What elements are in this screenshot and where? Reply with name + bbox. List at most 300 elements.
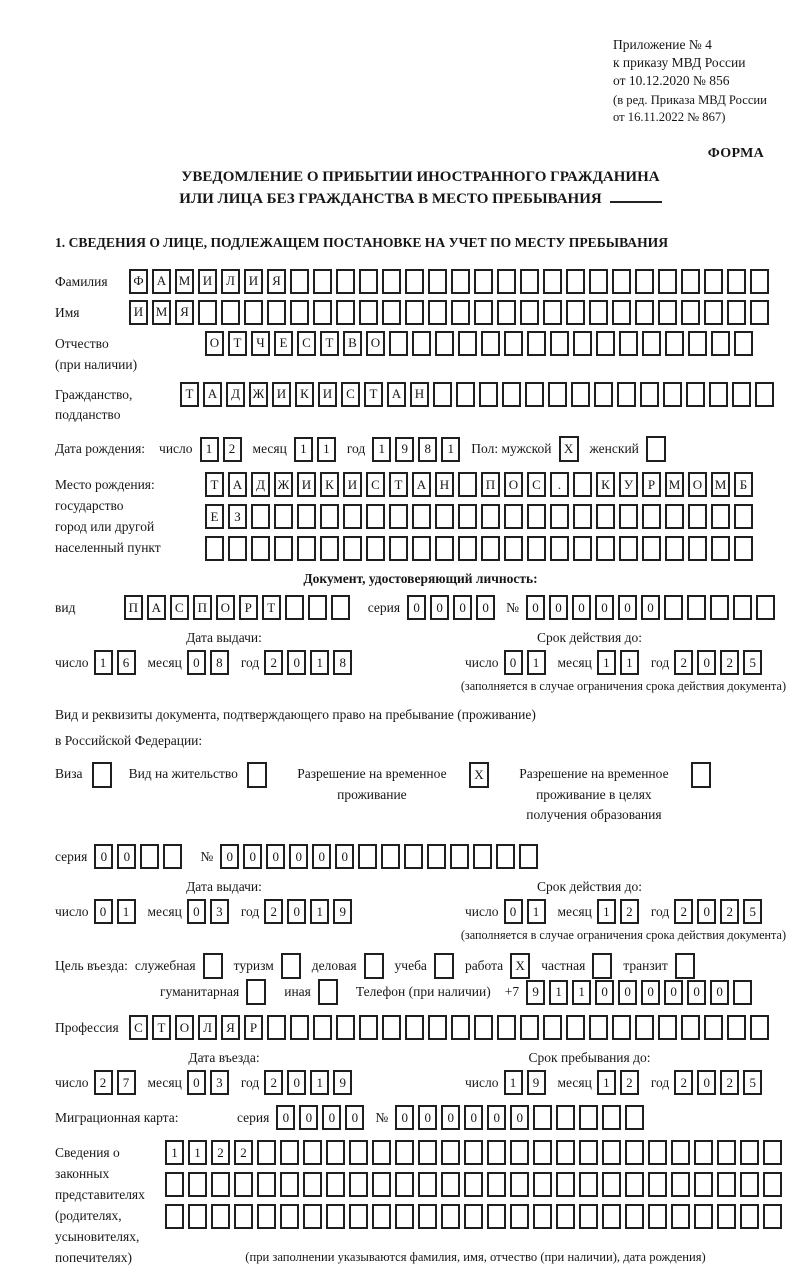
birth-place-cell (251, 504, 270, 529)
visa-checkbox (92, 762, 112, 788)
entry-year-cell: 9 (333, 1070, 352, 1095)
profession-cell (474, 1015, 493, 1040)
form-title (55, 166, 786, 211)
birth-place-cell (642, 504, 661, 529)
res-issue-year-cell: 2 (264, 899, 283, 924)
given-name-cells (129, 300, 773, 325)
representatives-cell (257, 1140, 276, 1165)
purpose-official-label: служебная (134, 958, 196, 974)
residence-doc-options (55, 762, 786, 827)
phone-cell: 0 (618, 980, 637, 1005)
birth-place-cell (366, 504, 385, 529)
valid-day-cells (504, 650, 550, 675)
birth-place-row (55, 472, 786, 561)
citizenship-cell (479, 382, 498, 407)
representatives-cell (510, 1204, 529, 1229)
given-name-cell: М (152, 300, 171, 325)
representatives-cell (671, 1172, 690, 1197)
given-name-cell (520, 300, 539, 325)
citizenship-cell: А (203, 382, 222, 407)
gender-male-checkbox (559, 436, 583, 462)
representatives-cell (763, 1172, 782, 1197)
purpose-work-checkbox (510, 953, 534, 979)
given-name-cell: И (129, 300, 148, 325)
surname-cell (520, 269, 539, 294)
entry-date (55, 1050, 393, 1095)
representatives-cell (188, 1204, 207, 1229)
given-name-cell (681, 300, 700, 325)
stay-year-cell: 5 (743, 1070, 762, 1095)
representatives-cell (510, 1172, 529, 1197)
res-issue-month-cell: 3 (210, 899, 229, 924)
patronymic-cell (665, 331, 684, 356)
birth-place-cell: М (665, 472, 684, 497)
stay-until (393, 1050, 786, 1095)
phone-cell: 1 (572, 980, 591, 1005)
issue-year-cell: 2 (264, 650, 283, 675)
given-name-cell (704, 300, 723, 325)
representatives-label: Сведения о законных представителях (родителях, усыновителях, попечителях) (55, 1145, 145, 1265)
month-label: месяц (147, 903, 182, 919)
birth-place-cell (435, 504, 454, 529)
representatives-cell: 2 (234, 1140, 253, 1165)
surname-cells (129, 269, 773, 294)
representatives-cell (740, 1204, 759, 1229)
representatives-cell (303, 1140, 322, 1165)
representatives-cell (418, 1204, 437, 1229)
doc-kind-cell: О (216, 595, 235, 620)
citizenship-cell (663, 382, 682, 407)
birth-place-cell (251, 536, 270, 561)
migration-number-cell: 0 (441, 1105, 460, 1130)
representatives-cell (441, 1204, 460, 1229)
given-name-cell (267, 300, 286, 325)
profession-cell (428, 1015, 447, 1040)
purpose-business-label: деловая (311, 958, 357, 974)
stay-year-cell: 0 (697, 1070, 716, 1095)
series-label: серия (237, 1109, 270, 1125)
representatives-cell (694, 1204, 713, 1229)
representatives-cell (717, 1204, 736, 1229)
restriction-note: (заполняется в случае ограничения срока действия документа) (460, 928, 786, 943)
day-label: число (159, 441, 193, 457)
profession-cell: Я (221, 1015, 240, 1040)
purpose-work-label: работа (464, 958, 504, 974)
representatives-cells (165, 1140, 786, 1265)
citizenship-cell (594, 382, 613, 407)
birth-place-cell (481, 536, 500, 561)
month-label: месяц (557, 903, 592, 919)
citizenship-cell (548, 382, 567, 407)
migration-series-cell: 0 (345, 1105, 364, 1130)
doc-kind-cell: П (124, 595, 143, 620)
entry-month-cell: 3 (210, 1070, 229, 1095)
given-name-cell (612, 300, 631, 325)
surname-cell: И (244, 269, 263, 294)
representatives-cell (556, 1140, 575, 1165)
profession-cell (313, 1015, 332, 1040)
representatives-row (55, 1140, 786, 1269)
birth-place-cell: О (688, 472, 707, 497)
purpose-study-checkbox (434, 953, 458, 979)
citizenship-cell (686, 382, 705, 407)
stay-year-cells (674, 1070, 766, 1095)
phone-cell: 9 (526, 980, 545, 1005)
birth-place-cell (274, 504, 293, 529)
doc-number-cells (526, 595, 779, 620)
birth-place-cell (343, 536, 362, 561)
birth-place-cell: И (343, 472, 362, 497)
surname-row (55, 269, 786, 294)
residence-doc-issue (55, 879, 393, 943)
birth-place-cell: Ж (274, 472, 293, 497)
citizenship-cell: Т (364, 382, 383, 407)
temporary-residence-education-checkbox (691, 762, 715, 788)
birth-place-cell: М (711, 472, 730, 497)
birth-place-cell: Т (205, 472, 224, 497)
doc-number-cell (687, 595, 706, 620)
res-valid-month-cell: 2 (620, 899, 639, 924)
representatives-cell (165, 1204, 184, 1229)
doc-kind-cell: П (193, 595, 212, 620)
valid-year-cell: 5 (743, 650, 762, 675)
birth-date-row (55, 436, 786, 462)
representatives-cell (556, 1204, 575, 1229)
stay-year-cell: 2 (674, 1070, 693, 1095)
doc-number-cell: 0 (549, 595, 568, 620)
annex-line: от 10.12.2020 № 856 (613, 72, 730, 88)
representatives-cell (464, 1172, 483, 1197)
res-valid-day-cell: 1 (527, 899, 546, 924)
doc-kind-cell (331, 595, 350, 620)
res-issue-day-cells (94, 899, 140, 924)
profession-cell (750, 1015, 769, 1040)
representatives-cell (533, 1140, 552, 1165)
citizenship-cell: С (341, 382, 360, 407)
res-issue-month-cells (187, 899, 233, 924)
birth-place-cell: А (412, 472, 431, 497)
given-name-cell (750, 300, 769, 325)
representatives-cell (694, 1140, 713, 1165)
purpose-study-label: учеба (394, 958, 427, 974)
patronymic-cell (573, 331, 592, 356)
citizenship-cell: А (387, 382, 406, 407)
profession-cell (359, 1015, 378, 1040)
title-blank-line (610, 189, 662, 203)
valid-month-cell: 1 (620, 650, 639, 675)
purpose-transit-label: транзит (623, 958, 668, 974)
birth-place-cell: И (297, 472, 316, 497)
issue-date-heading: Дата выдачи: (186, 879, 262, 895)
representatives-cell (372, 1204, 391, 1229)
entry-year-cell: 0 (287, 1070, 306, 1095)
birth-day-cell: 2 (223, 437, 242, 462)
representatives-cell (533, 1172, 552, 1197)
patronymic-cell (734, 331, 753, 356)
given-name-cell (566, 300, 585, 325)
birth-year-cell: 1 (441, 437, 460, 462)
issue-day-cell: 6 (117, 650, 136, 675)
valid-year-cell: 0 (697, 650, 716, 675)
issue-day-cell: 1 (94, 650, 113, 675)
migration-number-cell: 0 (418, 1105, 437, 1130)
day-label: число (465, 1074, 499, 1090)
doc-series-cell: 0 (453, 595, 472, 620)
annex-reference (613, 36, 786, 126)
doc-kind-cell: С (170, 595, 189, 620)
stay-year-cell: 2 (720, 1070, 739, 1095)
purpose-tourism-checkbox (281, 953, 301, 979)
residence-number-cell: 0 (220, 844, 239, 869)
representatives-cell (234, 1172, 253, 1197)
representatives-cell (740, 1172, 759, 1197)
surname-cell (336, 269, 355, 294)
representatives-cell (280, 1172, 299, 1197)
surname-cell: И (198, 269, 217, 294)
surname-cell: А (152, 269, 171, 294)
representatives-cell (763, 1204, 782, 1229)
residence-number-cell (450, 844, 469, 869)
year-label: год (346, 441, 366, 457)
profession-cell (520, 1015, 539, 1040)
entry-purpose-row (55, 953, 786, 979)
profession-label: Профессия (55, 1020, 119, 1036)
patronymic-cell (550, 331, 569, 356)
option-temporary-residence-education: Разрешение на временное проживание в целях получения образования (506, 762, 715, 827)
birth-day-cell: 1 (200, 437, 219, 462)
migration-series-cell: 0 (299, 1105, 318, 1130)
temporary-residence-education-checkbox (691, 762, 711, 788)
year-label: год (650, 654, 670, 670)
citizenship-cell (433, 382, 452, 407)
issue-date-heading: Дата выдачи: (186, 630, 262, 646)
representatives-cell (395, 1172, 414, 1197)
birth-place-cell (596, 536, 615, 561)
phone-cell: 0 (664, 980, 683, 1005)
representatives-cell: 1 (188, 1140, 207, 1165)
representatives-cell (303, 1204, 322, 1229)
representatives-cell (280, 1204, 299, 1229)
representatives-cell (625, 1204, 644, 1229)
res-issue-year-cells (264, 899, 356, 924)
citizenship-cell (571, 382, 590, 407)
given-name-cell (359, 300, 378, 325)
birth-year-cells (372, 437, 464, 462)
temporary-residence-checkbox (469, 762, 493, 788)
surname-cell (428, 269, 447, 294)
patronymic-cell (481, 331, 500, 356)
entry-stay-dates (55, 1050, 786, 1095)
residence-series-cell (140, 844, 159, 869)
purpose-work-checkbox: X (510, 953, 530, 979)
purpose-humanitarian-checkbox (246, 979, 270, 1005)
given-name-cell (451, 300, 470, 325)
representatives-cell (326, 1204, 345, 1229)
surname-cell (750, 269, 769, 294)
res-valid-year-cells (674, 899, 766, 924)
citizenship-cell (456, 382, 475, 407)
entry-date-heading: Дата въезда: (188, 1050, 260, 1066)
migration-number-cell (625, 1105, 644, 1130)
residence-number-cell (427, 844, 446, 869)
given-name-cell: Я (175, 300, 194, 325)
identity-doc-heading: Документ, удостоверяющий личность: (303, 571, 538, 587)
entry-year-cell: 2 (264, 1070, 283, 1095)
residence-series-cells (94, 844, 186, 869)
patronymic-cells (205, 331, 757, 356)
residence-number-cell (519, 844, 538, 869)
profession-cell (336, 1015, 355, 1040)
phone-cell: 0 (710, 980, 729, 1005)
given-name-row (55, 300, 786, 325)
birth-date-label: Дата рождения: (55, 441, 146, 457)
birth-place-cell (711, 536, 730, 561)
representatives-cell (257, 1172, 276, 1197)
res-valid-day-cell: 0 (504, 899, 523, 924)
restriction-note: (заполняется в случае ограничения срока действия документа) (460, 679, 786, 694)
surname-cell: М (175, 269, 194, 294)
birth-place-cell: З (228, 504, 247, 529)
citizenship-cell: И (272, 382, 291, 407)
entry-year-cells (264, 1070, 356, 1095)
representatives-cell (602, 1172, 621, 1197)
day-label: число (55, 903, 89, 919)
residence-number-cell (404, 844, 423, 869)
profession-row (55, 1015, 786, 1040)
doc-number-cell (710, 595, 729, 620)
given-name-cell (382, 300, 401, 325)
form-word: ФОРМА (707, 145, 764, 161)
issue-month-cell: 8 (210, 650, 229, 675)
purpose-private-checkbox (592, 953, 612, 979)
surname-cell (589, 269, 608, 294)
month-label: месяц (147, 1074, 182, 1090)
patronymic-cell: Т (320, 331, 339, 356)
gender-male-label: Пол: мужской (471, 441, 552, 457)
representatives-cell (257, 1204, 276, 1229)
representatives-cell (395, 1140, 414, 1165)
citizenship-cell (617, 382, 636, 407)
given-name-cell (543, 300, 562, 325)
valid-until-heading: Срок действия до: (537, 630, 642, 646)
year-label: год (650, 1074, 670, 1090)
residence-number-cell (473, 844, 492, 869)
citizenship-cell (755, 382, 774, 407)
patronymic-cell: Е (274, 331, 293, 356)
doc-number-cell: 0 (572, 595, 591, 620)
entry-day-cell: 2 (94, 1070, 113, 1095)
patronymic-cell: В (343, 331, 362, 356)
birth-place-cell: У (619, 472, 638, 497)
surname-cell: Я (267, 269, 286, 294)
birth-place-cell (550, 536, 569, 561)
representatives-cell (188, 1172, 207, 1197)
profession-cell (405, 1015, 424, 1040)
doc-series-cells (407, 595, 499, 620)
patronymic-cell (527, 331, 546, 356)
entry-day-cells (94, 1070, 140, 1095)
purpose-tourism-checkbox (281, 953, 305, 979)
citizenship-cell (502, 382, 521, 407)
identity-doc-row (55, 595, 786, 620)
birth-place-cell (527, 536, 546, 561)
entry-day-cell: 7 (117, 1070, 136, 1095)
issue-year-cell: 0 (287, 650, 306, 675)
given-name-cell (635, 300, 654, 325)
surname-cell: Л (221, 269, 240, 294)
surname-label: Фамилия (55, 273, 108, 289)
representatives-cell (717, 1140, 736, 1165)
birth-place-cell: Н (435, 472, 454, 497)
patronymic-cell (389, 331, 408, 356)
birth-place-cell: С (366, 472, 385, 497)
option-residence-permit: Вид на жительство (129, 762, 271, 788)
migration-number-cells (395, 1105, 648, 1130)
visa-checkbox (92, 762, 116, 788)
purpose-business-checkbox (364, 953, 388, 979)
series-label: серия (55, 848, 88, 864)
citizenship-cell (732, 382, 751, 407)
representatives-cell (671, 1140, 690, 1165)
representatives-cell (602, 1140, 621, 1165)
stay-day-cell: 9 (527, 1070, 546, 1095)
representatives-cell (303, 1172, 322, 1197)
representatives-cell (602, 1204, 621, 1229)
birth-place-cell (527, 504, 546, 529)
phone-cell: 0 (595, 980, 614, 1005)
surname-cell (704, 269, 723, 294)
patronymic-cell: Ч (251, 331, 270, 356)
representatives-cell (510, 1140, 529, 1165)
valid-day-cell: 0 (504, 650, 523, 675)
citizenship-label: Гражданство, подданство (55, 386, 133, 423)
birth-place-cell (504, 504, 523, 529)
day-label: число (465, 903, 499, 919)
birth-place-cell (688, 536, 707, 561)
stay-day-cell: 1 (504, 1070, 523, 1095)
day-label: число (55, 1074, 89, 1090)
birth-place-cell (389, 504, 408, 529)
residence-doc-intro: Вид и реквизиты документа, подтверждающего право на пребывание (проживание) в Российской Федерации: (55, 707, 536, 748)
representatives-cell (487, 1204, 506, 1229)
profession-cell (497, 1015, 516, 1040)
form-title-line2: ИЛИ ЛИЦА БЕЗ ГРАЖДАНСТВА В МЕСТО ПРЕБЫВАНИЯ (55, 188, 786, 211)
birth-place-cell: Б (734, 472, 753, 497)
representatives-cell (648, 1140, 667, 1165)
birth-place-cell (458, 472, 477, 497)
birth-place-cell (573, 536, 592, 561)
citizenship-cell (525, 382, 544, 407)
doc-kind-cell (308, 595, 327, 620)
entry-month-cell: 0 (187, 1070, 206, 1095)
profession-cell: О (175, 1015, 194, 1040)
surname-cell (497, 269, 516, 294)
annex-line: к приказу МВД России (613, 54, 746, 70)
representatives-cell (418, 1172, 437, 1197)
surname-cell (313, 269, 332, 294)
birth-place-cell (619, 504, 638, 529)
purpose-humanitarian-checkbox (246, 979, 266, 1005)
issue-year-cells (264, 650, 356, 675)
gender-female-box (646, 436, 666, 462)
birth-place-cell: К (320, 472, 339, 497)
citizenship-cell (640, 382, 659, 407)
month-label: месяц (557, 654, 592, 670)
migration-number-cell: 0 (510, 1105, 529, 1130)
residence-series-cell (163, 844, 182, 869)
doc-series-cell: 0 (476, 595, 495, 620)
valid-year-cell: 2 (720, 650, 739, 675)
